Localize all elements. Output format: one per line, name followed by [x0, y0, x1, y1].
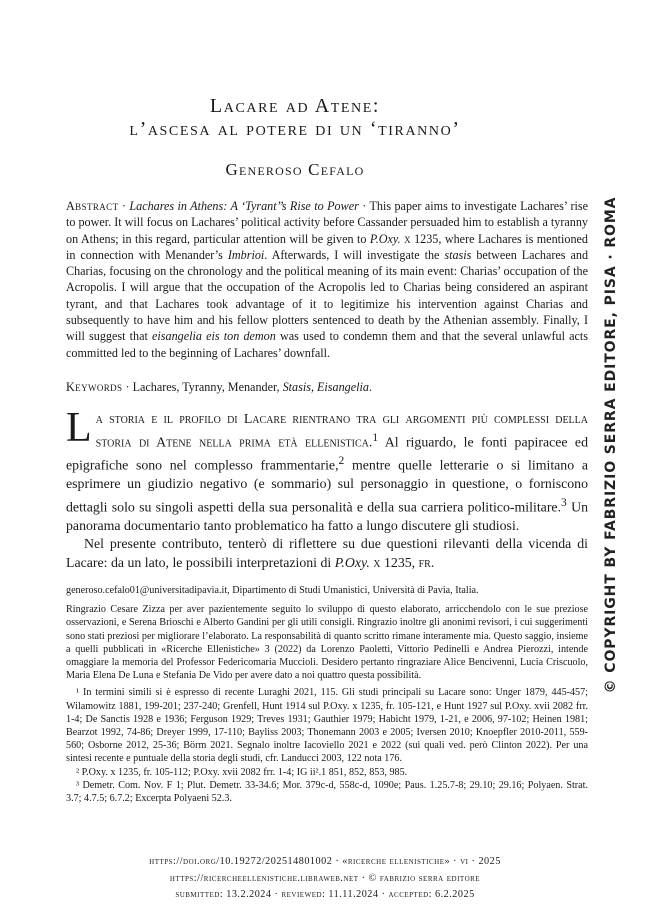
footnote-ref-2[interactable]: 2	[338, 454, 345, 467]
footnote-1: ¹ In termini simili si è espresso di recente Luraghi 2021, 115. Gli studi principali su Lacare sono: Unger 1879, 445-457; Wilamowitz 1881, 199-201; 237-240; Grenfell, Hunt 1914 sul P.Oxy. x 1235, fr. 105-121, e Hunt 1927 sul P.Oxy. xvii 2082 frr. 1-4; De Sanctis 1928 e 1936; Ferguson 1929; Treves 1931; Gauthier 1979; Habicht 1979, 1-21, e 2006, 97-102; Heinen 1981; Bearzot 1992, 74-86; Dreyer 1999, 17-110; Bayliss 2003; Thonemann 2003 e 2005; Iversen 2010; Knoepfler 2010-2011, 559-560; Osborne 2012, 25-36; Börm 2021. Segnalo inoltre Iacoviello 2021 e 2022 (sui quali ved. però Clinton 2022). Per una sintesi recente e puntuale della storia degli studi, cfr. Landucci 2003, 122 nota 176.	[66, 687, 588, 765]
english-title: Lachares in Athens: A ‘Tyrant’’s Rise to Power	[129, 199, 359, 213]
author-name: Generoso Cefalo	[225, 160, 365, 179]
drop-cap: L	[66, 405, 92, 451]
title-line-1: Lacare ad Atene:	[209, 95, 381, 117]
footer-doi-line[interactable]: https://doi.org/10.19272/202514801002 · «ricerche ellenistiche» · vi · 2025	[149, 856, 501, 867]
article-title	[0, 95, 590, 141]
abstract: Abstract · Lachares in Athens: A ‘Tyrant’’s Rise to Power · This paper aims to investigate Lachares’ rise to power. It will focus on Lachares’ political activity before Cassander persuaded him to establish a tyranny on Athens; in this regard, particular attention will be given to P.Oxy. x 1235, where Lachares is mentioned in connection with Menander’s Imbrioi. Afterwards, I will investigate the stasis between Lachares and Charias, focusing on the chronology and the political meaning of its main event: Charias’ occupation of the Acropolis. I will argue that the occupation of the Acropolis led to Charias being considered an aspirant tyrant, and that Lachares took advantage of it to legitimize his intervention against Charias and subsequently to have him and his fellow plotters sentenced to death by the Athenian assembly. Finally, I will suggest that eisangelia eis ton demon was used to condemn them and that the several unlawful acts committed led to the beginning of Lachares’ downfall.	[66, 199, 589, 360]
acknowledgements: Ringrazio Cesare Zizza per aver pazientemente seguito lo sviluppo di questo elaborato, arricchendolo con le sue preziose osservazioni, e Serena Brioschi e Alberto Gandini per gli utili consigli. Ringrazio inoltre gli anonimi revisori, i cui suggerimenti sono stati preziosi per migliorare l’elaborato. La responsabilità di quanto scritto rimane interamente mia. Questo saggio, insieme a quelli pubblicati in «Ricerche Ellenistiche» 3 (2022) da Lorenzo Paoletti, Vittorio Pedinelli e Andrea Pierozzi, intende omaggiare la memoria del Professor Federicomaria Muccioli. Desidero pertanto ringraziare Alice Bencivenni, Lucia Criscuolo, Maria Elena De Luna e Stefania De Vido per avere dato a noi quattro questa possibilità.	[66, 604, 588, 682]
keywords: Keywords · Lachares, Tyranny, Menander, Stasis, Eisangelia.	[66, 380, 372, 394]
footnote-3: ³ Demetr. Com. Nov. F 1; Plut. Demetr. 33-34.6; Mor. 379c-d, 558c-d, 1090e; Paus. 1.25.7-8; 29.10; 29.16; Polyaen. Strat. 3.7; 4.7.5; 6.7.2; Excerpta Polyaeni 52.3.	[66, 779, 588, 805]
footnote-ref-1[interactable]: 1	[372, 431, 379, 444]
copyright-sidebar	[603, 196, 619, 694]
footer-dates-line: submitted: 13.2.2024 · reviewed: 11.11.2024 · accepted: 6.2.2025	[175, 889, 475, 900]
footer-url-line[interactable]: https://ricercheellenistiche.libraweb.net · © fabrizio serra editore	[169, 872, 481, 884]
copyright-notice: © COPYRIGHT BY FABRIZIO SERRA EDITORE, PISA · ROMA	[603, 196, 619, 694]
author-email: generoso.cefalo01@universitadipavia.it, Dipartimento di Studi Umanistici, Università di Pavia, Italia.	[66, 585, 479, 596]
body-text	[66, 405, 589, 573]
footnotes	[66, 584, 588, 805]
footnote-2: ² P.Oxy. x 1235, fr. 105-112; P.Oxy. xvii 2082 frr. 1-4; IG ii².1 851, 852, 853, 985.	[76, 766, 408, 778]
keywords-label: Keywords	[66, 380, 123, 394]
paragraph-1: La storia e il profilo di Lacare rientrano tra gli argomenti più complessi della storia di Atene nella prima età ellenistica.$^1$ Al riguardo, le fonti papiracee ed epigrafiche sono nel complesso frammentarie,$^2$ mentre quelle letterarie o si limitano a esprimere un giudizio negativo (e sommario) sul personaggio in questione, o forniscono dettagli solo su singoli aspetti della sua personalità e della sua carriera politico-militare.$^3$ Un panorama documentario tanto problematico ha fatto a lungo discutere gli studiosi.	[66, 405, 589, 533]
title-line-2: l’ascesa al potere di un ‘tiranno’	[129, 118, 461, 140]
page-footer	[0, 854, 650, 904]
abstract-label: Abstract	[66, 199, 119, 213]
paragraph-2: Nel presente contributo, tenterò di riflettere su due questioni rilevanti della vicenda di Lacare: da un lato, le possibili interpretazioni di P.Oxy. x 1235, fr.	[66, 536, 588, 570]
footnote-ref-3[interactable]: 3	[561, 496, 567, 509]
